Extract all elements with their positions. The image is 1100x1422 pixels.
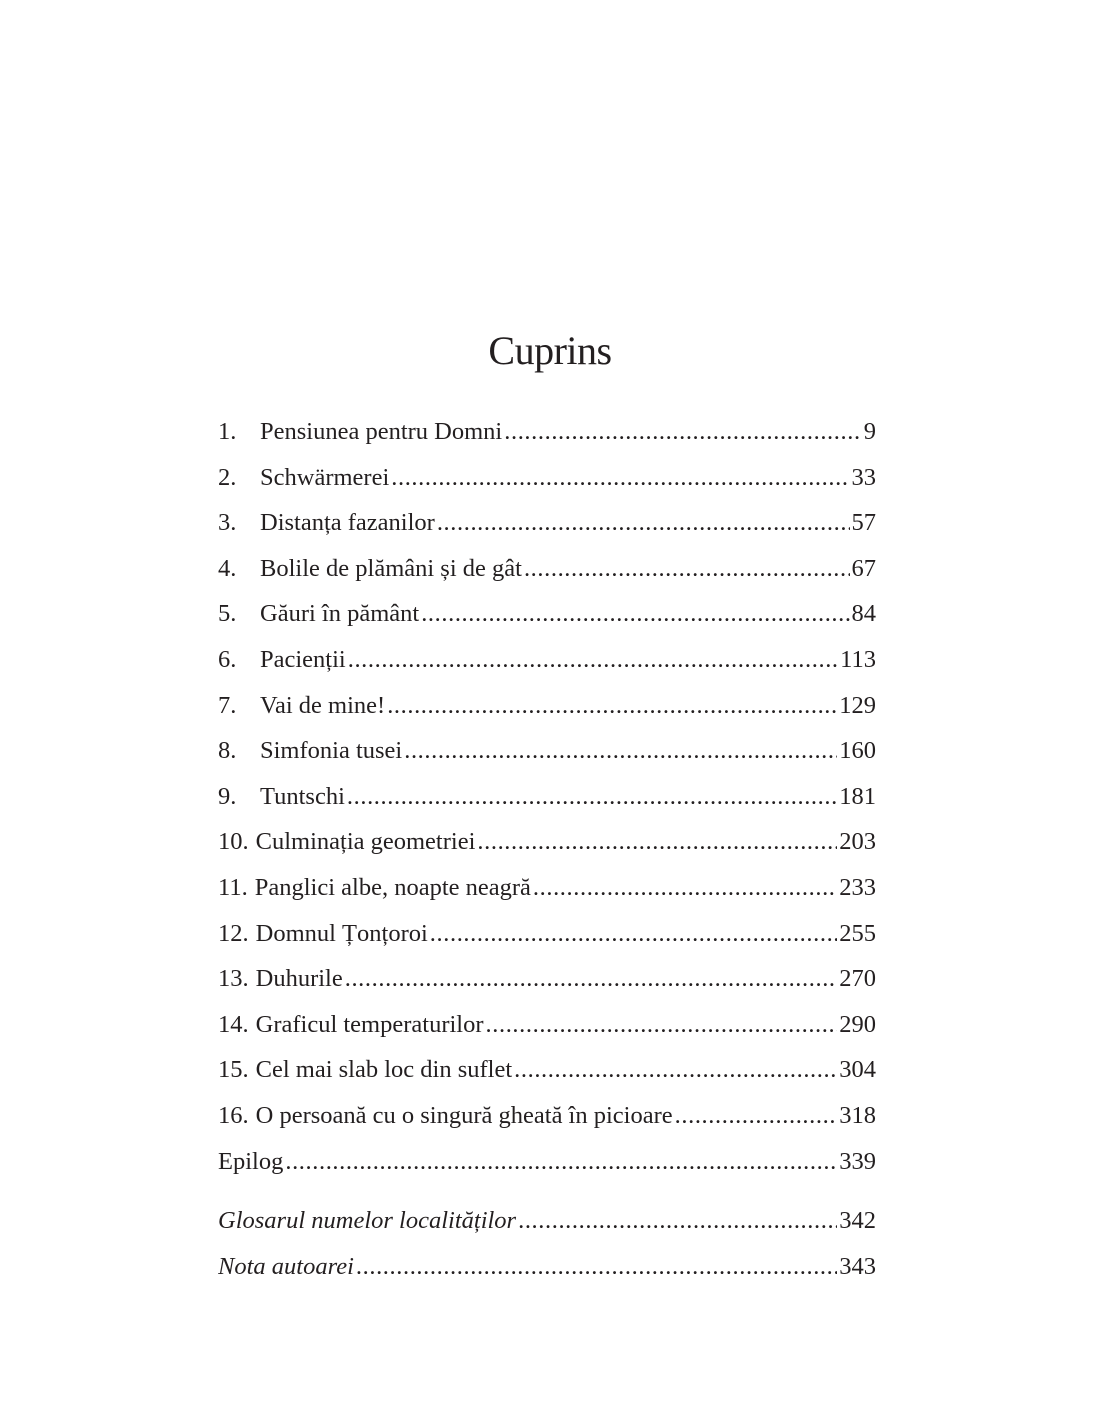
toc-entry — [218, 728, 876, 774]
page-number: 67 — [851, 554, 876, 582]
dot-leader — [675, 1093, 838, 1139]
toc-entry — [218, 591, 876, 637]
dot-leader — [504, 409, 862, 455]
table-of-contents — [218, 409, 876, 1289]
chapter-title: Distanța fazanilor — [260, 509, 435, 537]
dot-leader — [421, 591, 849, 637]
dot-leader — [387, 683, 837, 729]
chapter-number: 9. — [218, 782, 237, 810]
chapter-title: Tuntschi — [260, 782, 345, 810]
dot-leader — [347, 774, 837, 820]
chapter-title: Graficul temperaturilor — [255, 1010, 484, 1038]
toc-entry — [218, 819, 876, 865]
dot-leader — [356, 1244, 837, 1290]
dot-leader — [518, 1198, 837, 1244]
chapter-number: 3. — [218, 509, 237, 537]
chapter-title: Duhurile — [255, 965, 343, 993]
appendix-title: Glosarul numelor localităților — [218, 1207, 517, 1235]
chapter-number: 15. — [218, 1056, 249, 1084]
page-number: 290 — [839, 1010, 876, 1038]
chapter-number: 14. — [218, 1010, 249, 1038]
toc-entry — [218, 637, 876, 683]
dot-leader — [524, 546, 850, 592]
page-number: 255 — [839, 919, 876, 947]
page-number: 203 — [839, 828, 876, 856]
chapter-number: 5. — [218, 600, 237, 628]
dot-leader — [430, 911, 837, 957]
dot-leader — [348, 637, 838, 683]
dot-leader — [477, 819, 837, 865]
toc-entry — [218, 683, 876, 729]
dot-leader — [514, 1047, 837, 1093]
chapter-title: Cel mai slab loc din suflet — [255, 1056, 513, 1084]
chapter-title: Vai de mine! — [260, 691, 386, 719]
toc-entry — [218, 1047, 876, 1093]
toc-entry-appendix — [218, 1244, 876, 1290]
appendix-title: Nota autoarei — [218, 1252, 354, 1280]
toc-entry-appendix — [218, 1198, 876, 1244]
page-number: 84 — [851, 600, 876, 628]
dot-leader — [437, 500, 850, 546]
page-number: 343 — [839, 1252, 876, 1280]
chapter-number: 16. — [218, 1101, 249, 1129]
chapter-number: 1. — [218, 418, 237, 445]
dot-leader — [391, 455, 849, 501]
toc-entry-epilog — [218, 1139, 876, 1185]
page-number: 113 — [840, 645, 876, 673]
dot-leader — [345, 956, 838, 1002]
chapter-number: 6. — [218, 645, 237, 673]
page-number: 318 — [839, 1101, 876, 1129]
page-number: 233 — [839, 873, 876, 901]
dot-leader — [285, 1139, 837, 1185]
page-number: 33 — [851, 463, 876, 491]
chapter-title: Schwärmerei — [260, 463, 390, 491]
dot-leader — [533, 865, 837, 911]
chapter-number: 12. — [218, 919, 249, 947]
page-number: 160 — [839, 737, 876, 765]
page-number: 304 — [839, 1056, 876, 1084]
page-number: 57 — [851, 509, 876, 537]
toc-entry — [218, 409, 876, 455]
chapter-title: O persoană cu o singură gheată în picioare — [255, 1101, 673, 1129]
page-title: Cuprins — [488, 327, 612, 373]
chapter-title: Găuri în pământ — [260, 600, 420, 628]
chapter-number: 13. — [218, 965, 249, 993]
page-number: 129 — [839, 691, 876, 719]
toc-entry — [218, 911, 876, 957]
page-number: 9 — [863, 418, 876, 445]
dot-leader — [486, 1002, 838, 1048]
toc-entry — [218, 865, 876, 911]
toc-entry — [218, 455, 876, 501]
chapter-title: Domnul Țonțoroi — [255, 919, 428, 947]
toc-entry — [218, 500, 876, 546]
chapter-number: 11. — [218, 873, 248, 901]
chapter-title: Culminația geometriei — [255, 828, 476, 856]
chapter-number: 4. — [218, 554, 237, 582]
section-spacer — [218, 1184, 876, 1198]
page-number: 342 — [839, 1207, 876, 1235]
toc-entry — [218, 1002, 876, 1048]
chapter-number: 8. — [218, 737, 237, 765]
toc-entry — [218, 956, 876, 1002]
chapter-number: 2. — [218, 463, 237, 491]
epilog-title: Epilog — [218, 1147, 284, 1175]
chapter-number: 7. — [218, 691, 237, 719]
page-number: 270 — [839, 965, 876, 993]
page-number: 181 — [839, 782, 876, 810]
chapter-title: Bolile de plămâni și de gât — [260, 554, 522, 582]
toc-entry — [218, 774, 876, 820]
chapter-title: Simfonia tusei — [260, 737, 403, 765]
page-number: 339 — [839, 1147, 876, 1175]
toc-entry — [218, 1093, 876, 1139]
chapter-number: 10. — [218, 828, 249, 856]
chapter-title: Panglici albe, noapte neagră — [254, 873, 531, 901]
chapter-title: Pacienții — [260, 645, 346, 673]
dot-leader — [404, 728, 837, 774]
toc-entry — [218, 546, 876, 592]
chapter-title: Pensiunea pentru Domni — [260, 418, 503, 445]
